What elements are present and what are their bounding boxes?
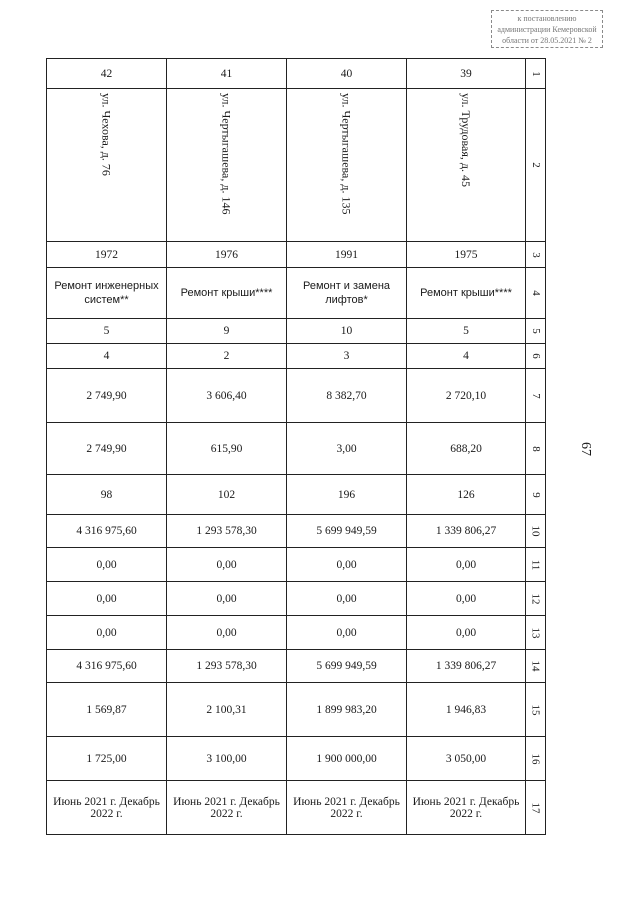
cell-value: 0,00 [287,616,407,650]
row-index [526,423,546,475]
cell-work-type: Ремонт крыши**** [407,268,526,319]
row-index-label: 17 [529,802,542,813]
row-index [526,344,546,369]
cell-value: 1 293 578,30 [167,515,287,548]
table-row [47,616,546,650]
cell-year: 1975 [407,242,526,268]
cell-value: 1 293 578,30 [167,650,287,683]
cell-value: 0,00 [47,616,167,650]
cell-floors: 9 [167,319,287,344]
row-index-label: 3 [529,251,542,258]
cell-work-type: Ремонт крыши**** [167,268,287,319]
cell-value: 1 946,83 [407,683,526,737]
row-index-label: 5 [529,328,542,334]
row-index [526,582,546,616]
row-index-label: 11 [529,559,542,570]
cell-value: 4 316 975,60 [47,515,167,548]
table-row [47,59,546,89]
cell-value: 196 [287,475,407,515]
row-index-label: 4 [529,290,542,296]
cell-value: 1 725,00 [47,737,167,781]
table-row [47,582,546,616]
row-index [526,616,546,650]
cell-value: 0,00 [287,548,407,582]
row-index [526,89,546,242]
row-index [526,737,546,781]
row-index-label: 10 [529,525,542,537]
cell-entrances: 4 [407,344,526,369]
row-index [526,650,546,683]
row-index-label: 16 [529,753,542,764]
address-text: ул. Трудовая, д. 45 [459,93,473,187]
cell-value: 0,00 [167,548,287,582]
row-index-label: 6 [529,353,542,359]
cell-value: 0,00 [407,548,526,582]
cell-num: 39 [407,59,526,89]
table-row [47,515,546,548]
cell-value: 0,00 [47,582,167,616]
cell-num: 40 [287,59,407,89]
approval-stamp [491,10,603,48]
cell-period: Июнь 2021 г. Декабрь 2022 г. [407,781,526,835]
table-row [47,369,546,423]
cell-value: 0,00 [287,582,407,616]
row-index-label: 12 [529,593,542,604]
cell-value: 5 699 949,59 [287,515,407,548]
cell-num: 42 [47,59,167,89]
stamp-line: области от 28.05.2021 № 2 [502,36,592,45]
cell-value: 615,90 [167,423,287,475]
row-index [526,475,546,515]
cell-value: 688,20 [407,423,526,475]
cell-value: 126 [407,475,526,515]
cell-value: 3,00 [287,423,407,475]
cell-entrances: 2 [167,344,287,369]
cell-value: 4 316 975,60 [47,650,167,683]
cell-value: 0,00 [167,616,287,650]
stamp-line: администрации Кемеровской [497,25,597,34]
row-index [526,319,546,344]
cell-value: 98 [47,475,167,515]
table-row [47,268,546,319]
cell-entrances: 4 [47,344,167,369]
cell-num: 41 [167,59,287,89]
table-row [47,650,546,683]
cell-year: 1972 [47,242,167,268]
row-index-label: 14 [529,660,542,672]
address-text: ул. Чехова, д. 76 [99,93,114,176]
cell-year: 1991 [287,242,407,268]
row-index-label: 7 [529,392,542,399]
repair-program-table [46,58,546,835]
row-index [526,268,546,319]
table-row [47,548,546,582]
table-row [47,737,546,781]
cell-floors: 10 [287,319,407,344]
cell-value: 1 569,87 [47,683,167,737]
cell-value: 2 749,90 [47,369,167,423]
cell-value: 1 339 806,27 [407,515,526,548]
cell-value: 1 900 000,00 [287,737,407,781]
row-index-label: 13 [529,627,542,638]
table-row [47,89,546,242]
cell-value: 5 699 949,59 [287,650,407,683]
table-row [47,475,546,515]
cell-value: 3 050,00 [407,737,526,781]
cell-work-type: Ремонт и замена лифтов* [287,268,407,319]
row-index [526,548,546,582]
table-row [47,683,546,737]
cell-value: 2 100,31 [167,683,287,737]
cell-value: 3 606,40 [167,369,287,423]
cell-address [407,89,526,242]
cell-address [287,89,407,242]
row-index [526,515,546,548]
cell-entrances: 3 [287,344,407,369]
cell-value: 3 100,00 [167,737,287,781]
cell-floors: 5 [407,319,526,344]
row-index [526,59,546,89]
table-row [47,423,546,475]
cell-period: Июнь 2021 г. Декабрь 2022 г. [167,781,287,835]
cell-address [167,89,287,242]
cell-period: Июнь 2021 г. Декабрь 2022 г. [287,781,407,835]
row-index-label: 8 [529,445,542,452]
row-index [526,781,546,835]
cell-work-type: Ремонт инженерных систем** [47,268,167,319]
cell-value: 2 749,90 [47,423,167,475]
page-number: 67 [578,442,593,456]
cell-value: 1 899 983,20 [287,683,407,737]
table-row [47,344,546,369]
address-text: ул. Чертыгашева, д. 135 [339,93,354,215]
cell-value: 0,00 [167,582,287,616]
table-row [47,242,546,268]
cell-floors: 5 [47,319,167,344]
cell-value: 102 [167,475,287,515]
row-index [526,683,546,737]
cell-value: 8 382,70 [287,369,407,423]
table-row [47,781,546,835]
cell-value: 2 720,10 [407,369,526,423]
stamp-line: к постановлению [517,14,577,23]
cell-period: Июнь 2021 г. Декабрь 2022 г. [47,781,167,835]
row-index-label: 15 [529,704,542,715]
cell-year: 1976 [167,242,287,268]
row-index-label: 1 [529,70,542,77]
cell-value: 1 339 806,27 [407,650,526,683]
cell-address [47,89,167,242]
cell-value: 0,00 [407,616,526,650]
row-index [526,242,546,268]
table-row [47,319,546,344]
cell-value: 0,00 [407,582,526,616]
row-index-label: 2 [529,162,542,168]
row-index [526,369,546,423]
address-text: ул. Чертыгашева, д. 146 [219,93,234,215]
row-index-label: 9 [529,491,542,498]
cell-value: 0,00 [47,548,167,582]
